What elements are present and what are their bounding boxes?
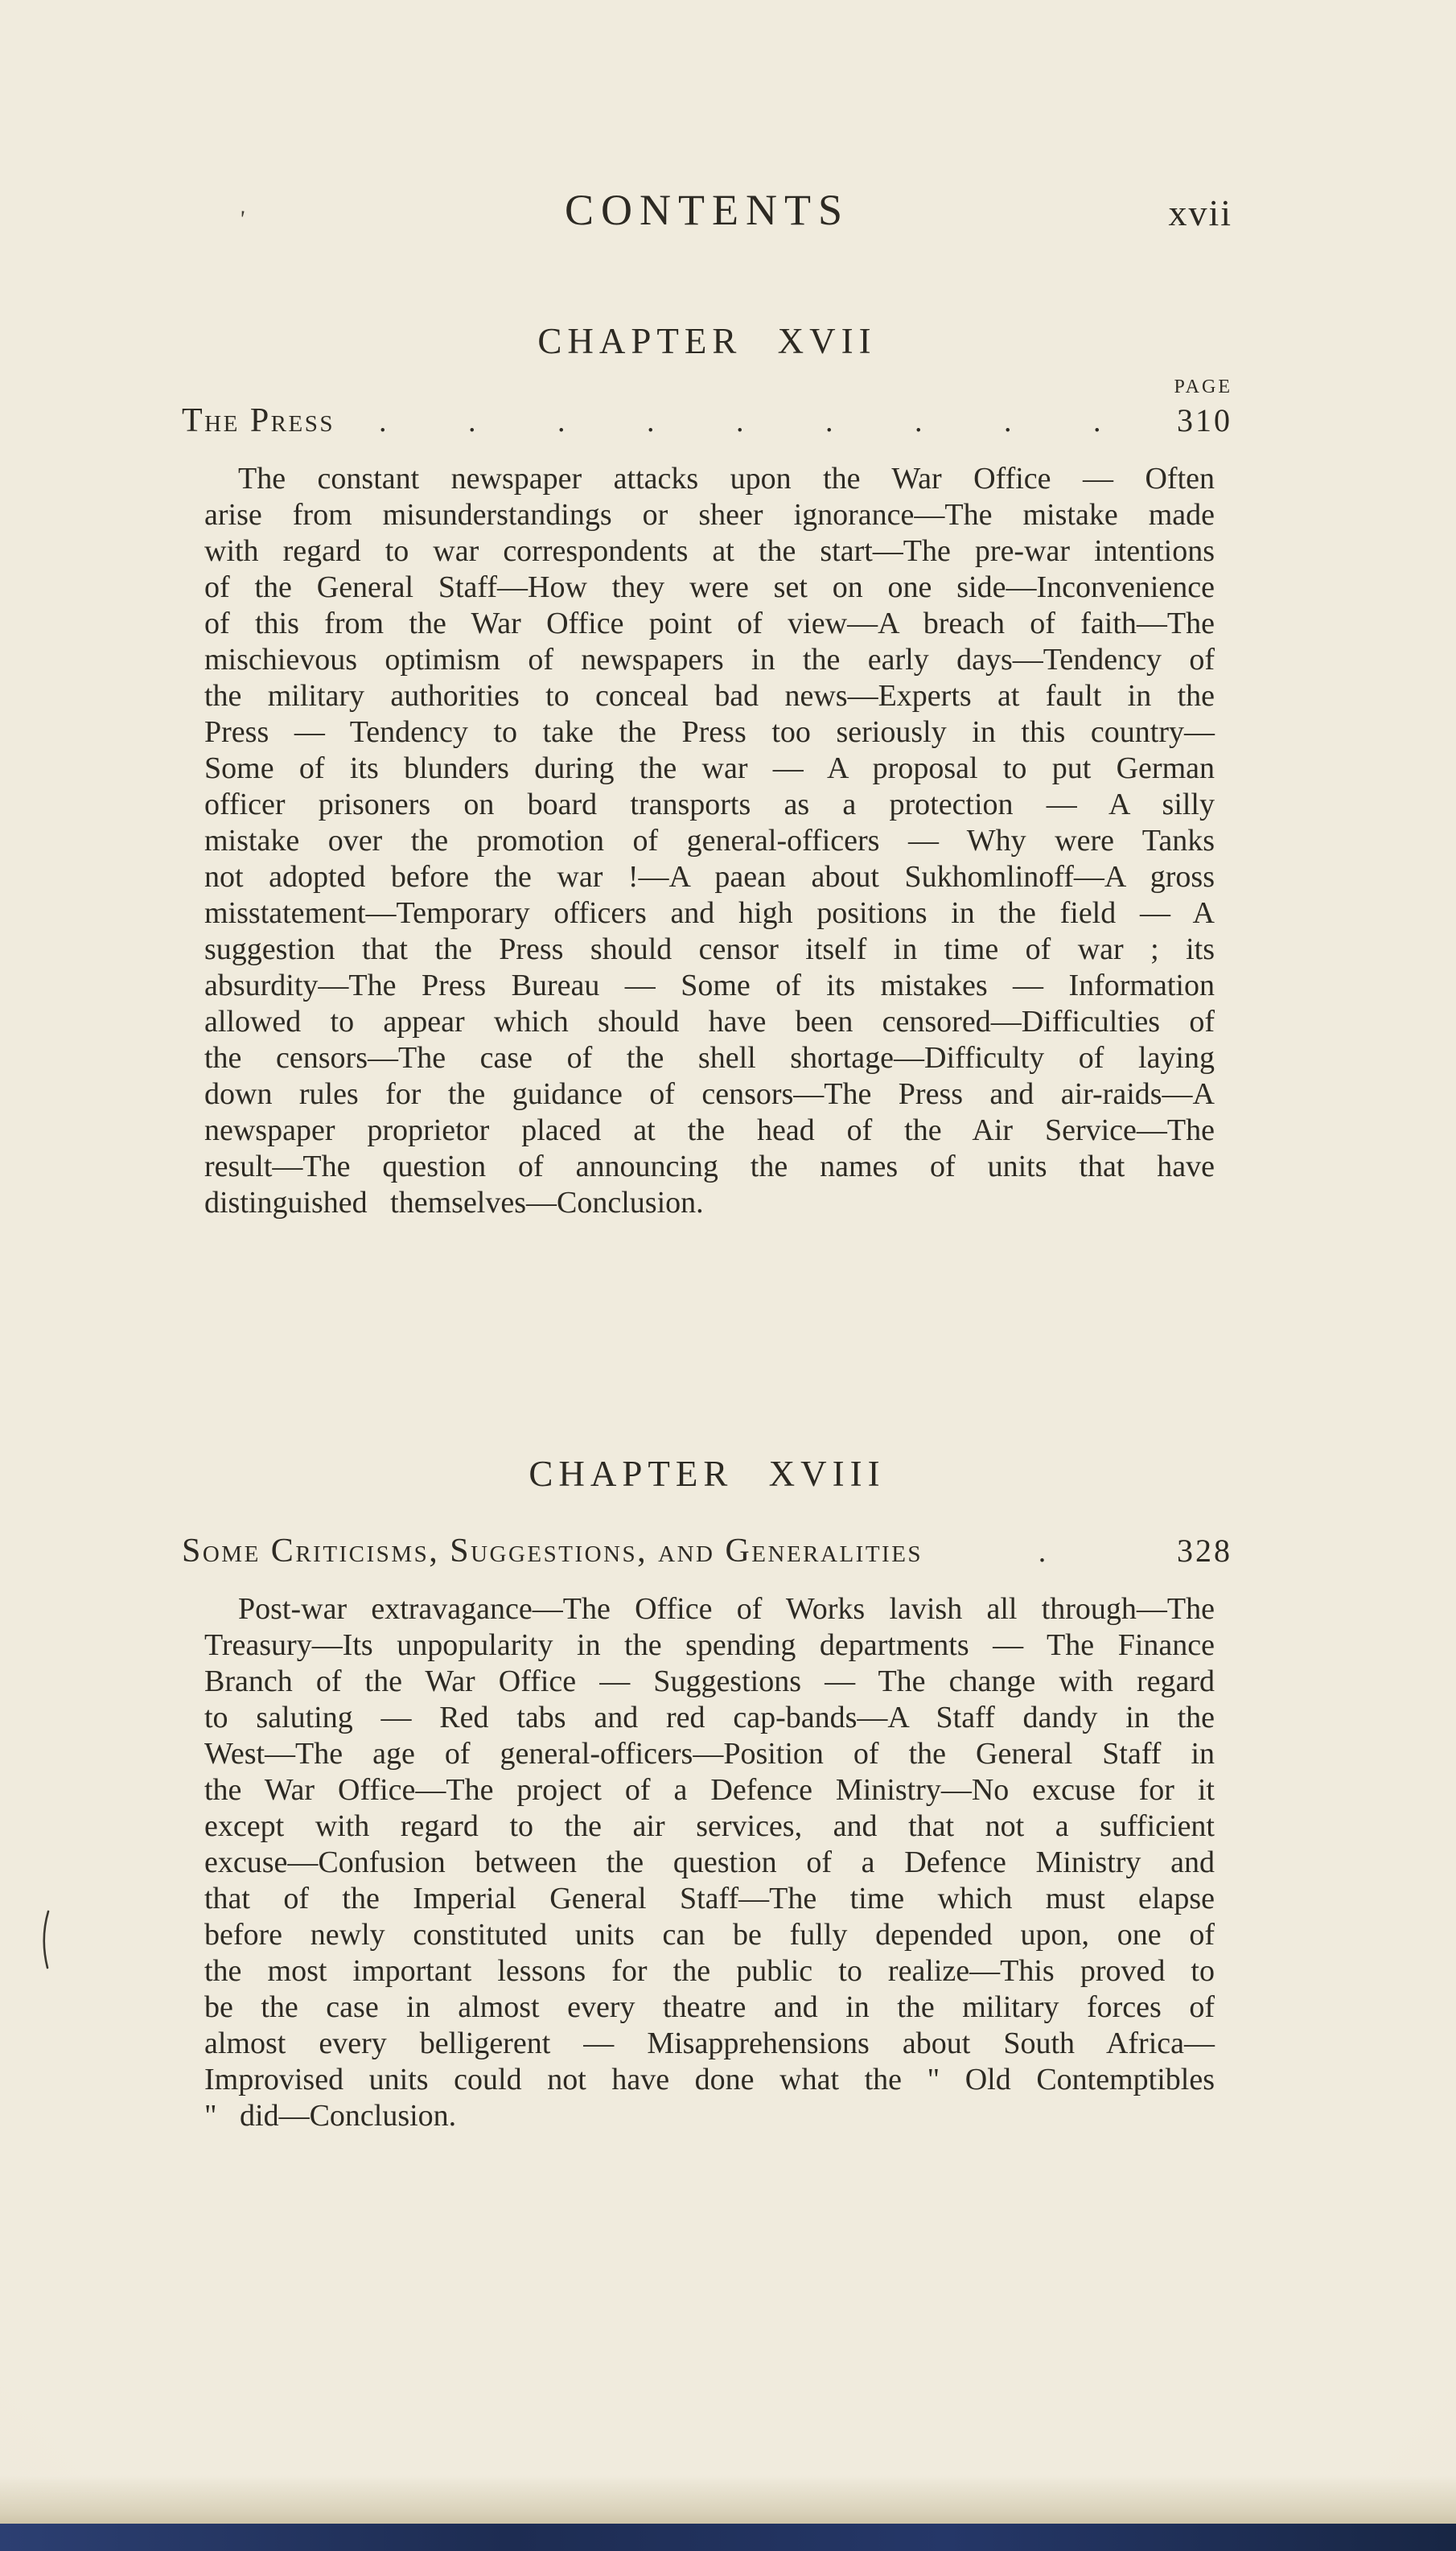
chapter-17-summary: The constant newspaper attacks upon the War Office — Often arise from misunderstandings or sheer ignorance—The mistake made with regard to war correspondents at the start—The pre-war intentions of the General Staff—How they were set on one side—Inconvenience of this from the War Office point of view—A breach of faith—The mischievous optimism of newspapers in the early days—Tendency of the military authorities to conceal bad news—Experts at fault in the Press — Tendency to take the Press too seriously in this country—Some of its blunders during the war — A proposal to put German officer prisoners on board transports as a protection — A silly mistake over the promotion of general-officers — Why were Tanks not adopted before the war !—A paean about Sukhomlinoff—A gross misstatement—Temporary officers and high positions in the field — A suggestion that the Press should censor itself in time of war ; its absurdity—The Press Bureau — Some of its mistakes — Information allowed to appear which should have been censored—Difficulties of the censors—The case of the shell shortage—Difficulty of laying down rules for the guidance of censors—The Press and air-raids—A newspaper proprietor placed at the head of the Air Service—The result—The question of announcing the names of units that have distinguished themselves—Conclusion.: [204, 462, 1215, 1220]
page-header: [182, 185, 1232, 249]
ink-tick-mark: ': [237, 205, 246, 233]
bottom-page-edge: [0, 2475, 1456, 2524]
dot-leaders: . . . . . . . . .: [379, 405, 1101, 438]
chapter-18-section: [182, 1453, 1232, 2134]
margin-stroke-mark: [37, 1908, 56, 1971]
dot-leaders: .: [1038, 1535, 1047, 1569]
chapter-18-heading: CHAPTER XVIII: [529, 1454, 886, 1494]
folio-number: xvii: [1168, 192, 1232, 233]
chapter-18-summary: Post-war extravagance—The Office of Works lavish all through—The Treasury—Its unpopularity in the spending departments — The Finance Branch of the War Office — Suggestions — The change with regard to saluting — Red tabs and red cap-bands—A Staff dandy in the West—The age of general-officers—Position of the General Staff in the War Office—The project of a Defence Ministry—No excuse for it except with regard to the air services, and that not a sufficient excuse—Confusion between the question of a Defence Ministry and that of the Imperial General Staff—The time which must elapse before newly constituted units can be fully depended upon, one of the most important lessons for the public to realize—This proved to be the case in almost every theatre and in the military forces of almost every belligerent — Misapprehensions about South Africa—Improvised units could not have done what the " Old Contemptibles " did—Conclusion.: [204, 1592, 1215, 2133]
toc-entry-page-number: 310: [1177, 402, 1232, 438]
chapter-17-heading: CHAPTER XVII: [537, 321, 877, 361]
page-column-label: PAGE: [1174, 376, 1232, 397]
chapter-17-section: [182, 320, 1232, 1221]
toc-entry-title: The Press: [182, 402, 335, 439]
toc-entry-the-press: [182, 401, 1232, 440]
toc-entry-some-criticisms: [182, 1532, 1232, 1570]
bottom-blue-bar: [0, 2524, 1456, 2551]
page-title: CONTENTS: [565, 186, 849, 234]
toc-entry-title: Some Criticisms, Suggestions, and Generalities: [182, 1533, 923, 1570]
toc-entry-page-number: 328: [1177, 1533, 1232, 1569]
